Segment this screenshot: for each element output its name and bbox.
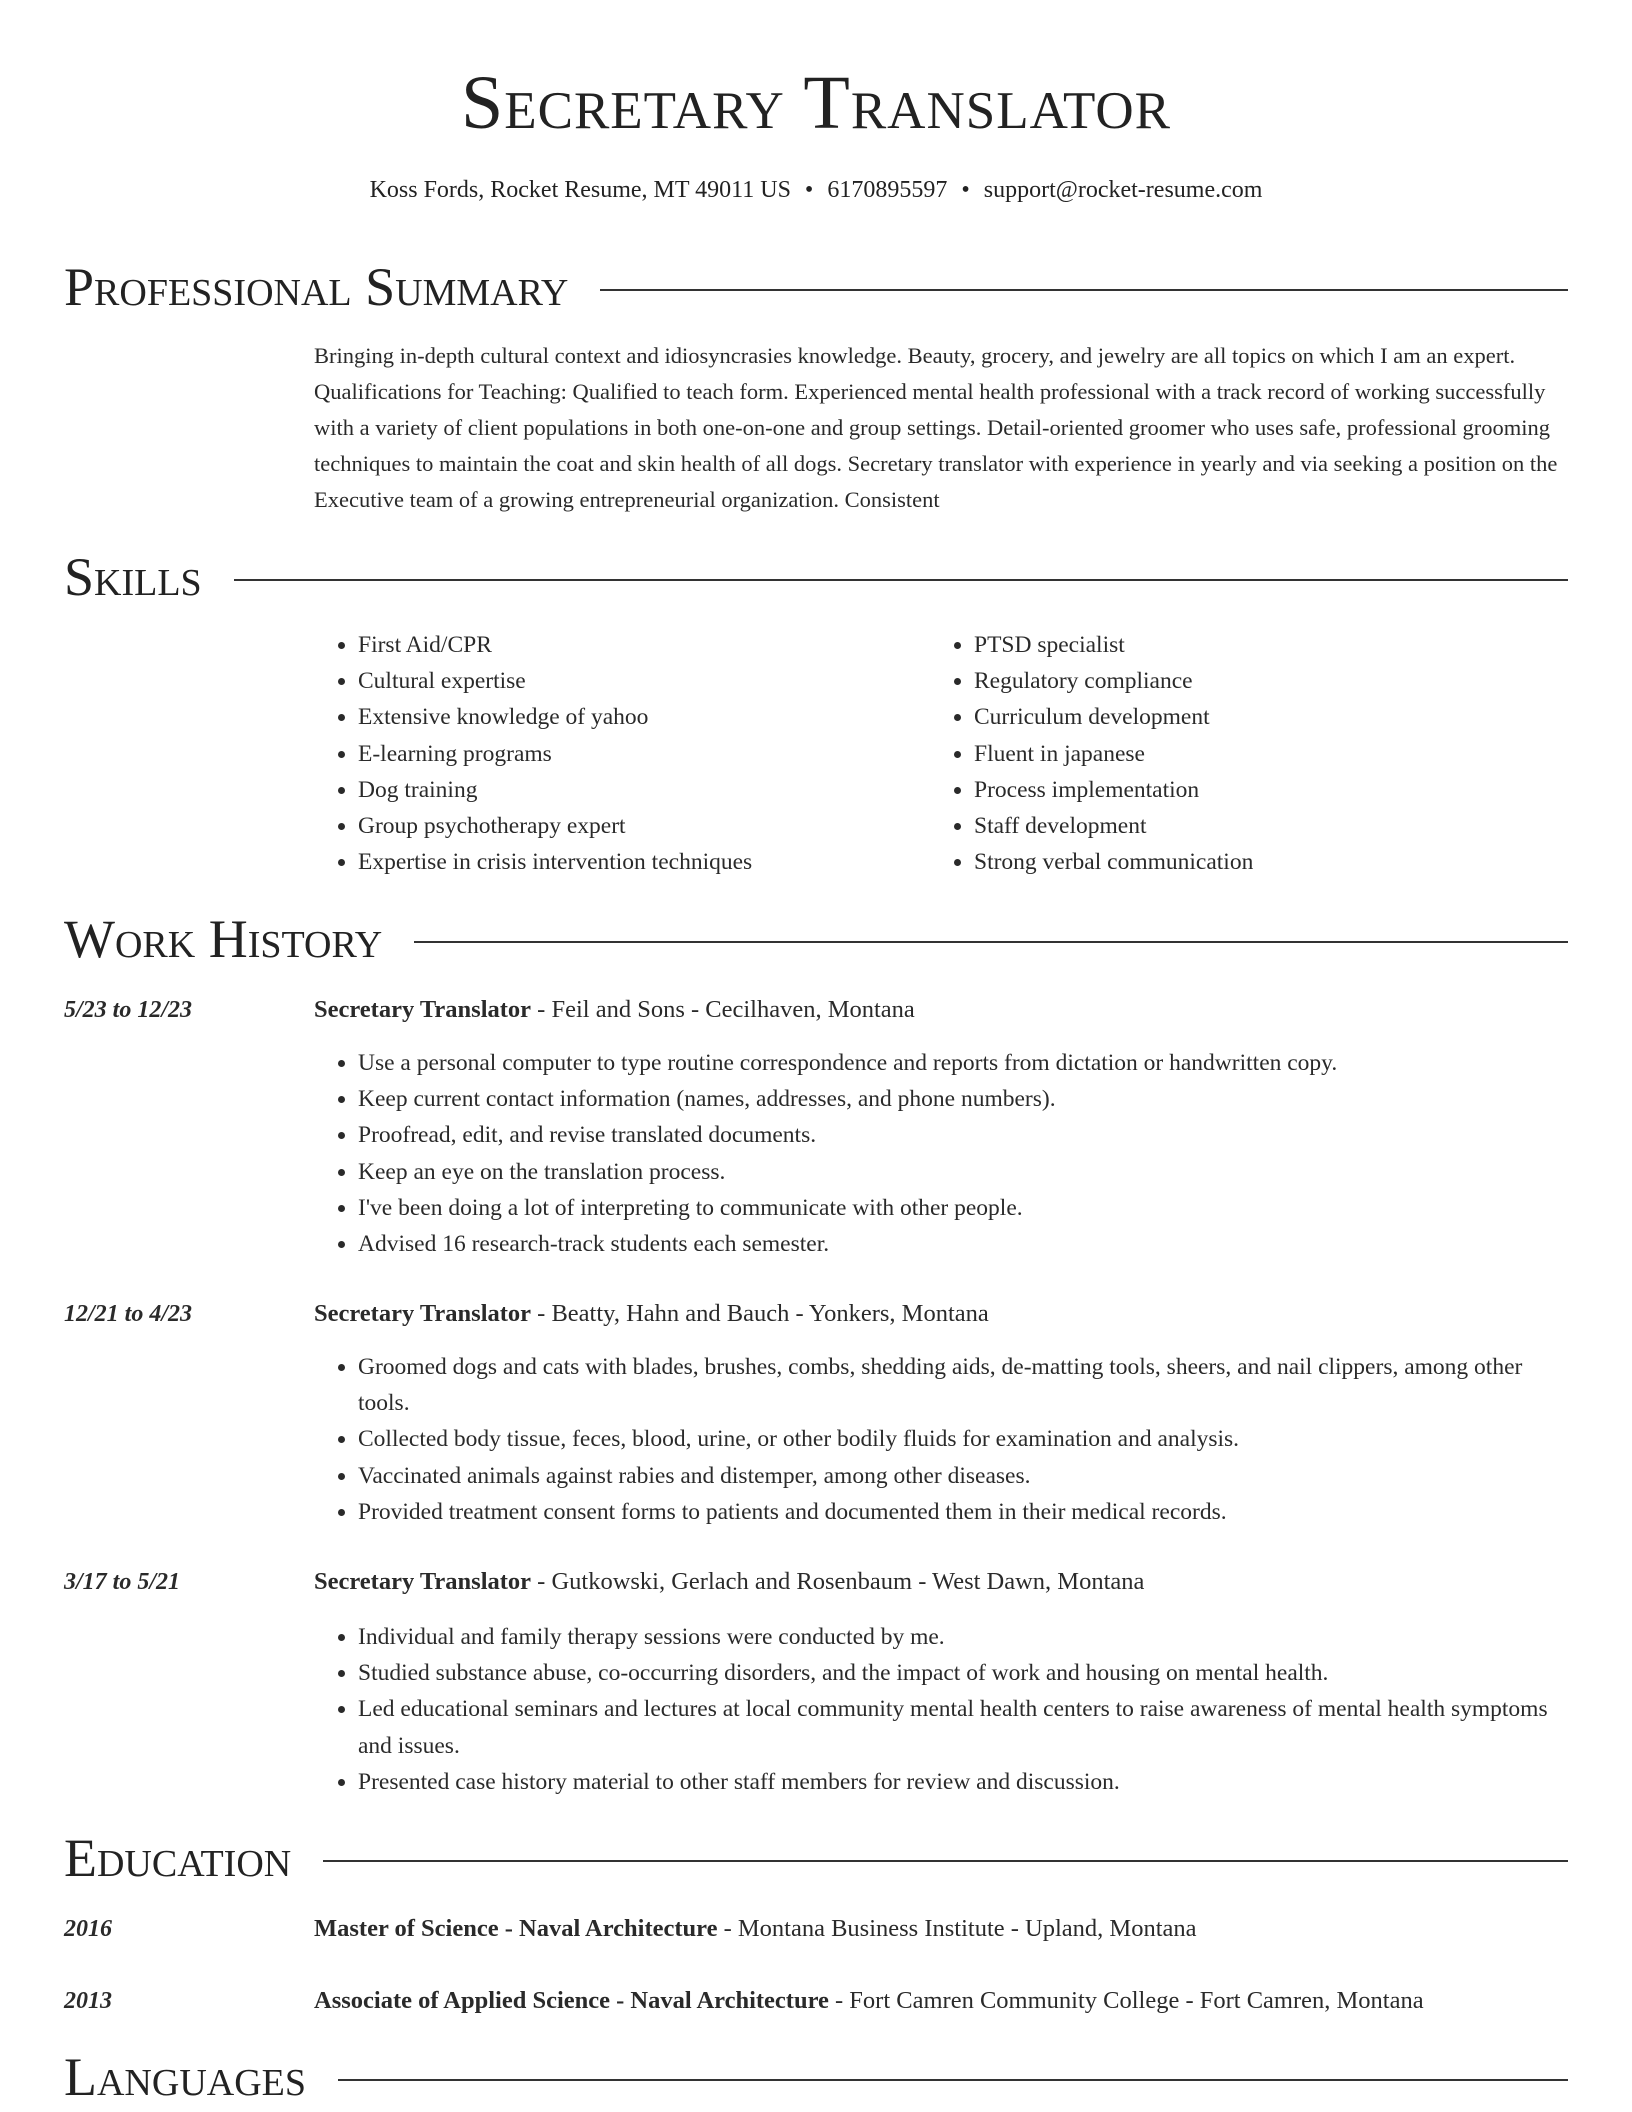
job-dates: 12/21 to 4/23: [64, 1301, 193, 1327]
duty-item: • Use a personal computer to type routine correspondence and reports from dictation or handwritten copy.: [358, 1045, 1568, 1081]
summary-section-header: [64, 255, 1568, 319]
skill-item: • First Aid/CPR: [358, 627, 914, 663]
skill-item: • E-learning programs: [358, 736, 914, 772]
skill-item: • Process implementation: [974, 772, 1530, 808]
section-title-education: Education: [64, 1828, 292, 1888]
skills-column-left: [314, 627, 914, 880]
job-role: Secretary Translator: [314, 996, 532, 1023]
section-divider: [234, 579, 1568, 581]
contact-phone: 6170895597: [827, 177, 948, 203]
section-divider: [323, 1860, 1568, 1862]
skill-item: • Staff development: [974, 808, 1530, 844]
summary-text: Bringing in-depth cultural context and idiosyncrasies knowledge. Beauty, grocery, and jewelry are all topics on which I am an expert. Qualifications for Teaching: Qualified to teach form. Experienced mental health professional with a track record of working successfully with a variety of client populations in both one-on-one and group settings. Detail-oriented groomer who uses safe, professional grooming techniques to maintain the coat and skin health of all dogs. Secretary translator with experience in yearly and via seeking a position on the Executive team of a growing entrepreneurial organization. Consistent: [314, 343, 1558, 512]
duty-item: • Studied substance abuse, co-occurring disorders, and the impact of work and housing on mental health.: [358, 1655, 1568, 1691]
duty-item: • Advised 16 research-track students each semester.: [358, 1226, 1568, 1262]
job-employer-location: - Feil and Sons - Cecilhaven, Montana: [531, 996, 915, 1023]
duty-item: • Proofread, edit, and revise translated documents.: [358, 1117, 1568, 1153]
skill-item: • Regulatory compliance: [974, 663, 1530, 699]
job-heading: [314, 1565, 1568, 1599]
contact-email: support@rocket-resume.com: [983, 177, 1263, 203]
skill-item: • Dog training: [358, 772, 914, 808]
contact-address: Koss Fords, Rocket Resume, MT 49011 US: [369, 177, 791, 203]
skill-item: • Strong verbal communication: [974, 844, 1530, 880]
section-title-summary: Professional Summary: [64, 257, 569, 317]
duty-item: • Vaccinated animals against rabies and distemper, among other diseases.: [358, 1458, 1568, 1494]
contact-separator: •: [804, 177, 814, 203]
job-heading: [314, 993, 1568, 1027]
job-duties: [314, 1619, 1568, 1800]
duty-item: • Individual and family therapy sessions were conducted by me.: [358, 1619, 1568, 1655]
duty-item: • Provided treatment consent forms to patients and documented them in their medical records.: [358, 1494, 1568, 1530]
section-divider: [600, 289, 1568, 291]
education-year: 2016: [64, 1916, 112, 1942]
skill-item: • PTSD specialist: [974, 627, 1530, 663]
education-school-location: - Montana Business Institute - Upland, Montana: [717, 1915, 1197, 1942]
job-role: Secretary Translator: [314, 1568, 532, 1595]
languages-section-header: [64, 2045, 1568, 2109]
skill-item: • Group psychotherapy expert: [358, 808, 914, 844]
skill-item: • Fluent in japanese: [974, 736, 1530, 772]
job-heading: [314, 1297, 1568, 1331]
section-title-skills: Skills: [64, 547, 202, 607]
duty-item: • Keep an eye on the translation process.: [358, 1154, 1568, 1190]
education-school-location: - Fort Camren Community College - Fort Camren, Montana: [828, 1987, 1424, 2014]
skills-column-right: [930, 627, 1530, 880]
skill-item: • Extensive knowledge of yahoo: [358, 699, 914, 735]
duty-item: • Keep current contact information (names, addresses, and phone numbers).: [358, 1081, 1568, 1117]
section-divider: [338, 2079, 1568, 2081]
education-entry: [314, 1984, 1568, 2018]
job-dates: 3/17 to 5/21: [64, 1569, 181, 1595]
job-duties: [314, 1045, 1568, 1262]
skills-section-header: [64, 545, 1568, 609]
education-degree: Master of Science - Naval Architecture: [314, 1915, 718, 1942]
skill-item: • Cultural expertise: [358, 663, 914, 699]
skills-list-right: [930, 627, 1530, 880]
job-dates: 5/23 to 12/23: [64, 997, 193, 1023]
job-duties: [314, 1349, 1568, 1530]
education-year: 2013: [64, 1988, 112, 2014]
skill-item: • Curriculum development: [974, 699, 1530, 735]
job-employer-location: - Gutkowski, Gerlach and Rosenbaum - West Dawn, Montana: [531, 1568, 1145, 1595]
section-title-languages: Languages: [64, 2047, 306, 2107]
job-role: Secretary Translator: [314, 1300, 532, 1327]
section-divider: [414, 941, 1568, 943]
duty-list: [314, 1619, 1568, 1800]
job-employer-location: - Beatty, Hahn and Bauch - Yonkers, Montana: [531, 1300, 989, 1327]
duty-item: • Groomed dogs and cats with blades, brushes, combs, shedding aids, de-matting tools, sheers, and nail clippers, among other tools.: [358, 1349, 1568, 1421]
skills-list-left: [314, 627, 914, 880]
duty-item: • Presented case history material to other staff members for review and discussion.: [358, 1764, 1568, 1800]
duty-item: • Led educational seminars and lectures at local community mental health centers to raise awareness of mental health symptoms and issues.: [358, 1691, 1568, 1763]
duty-item: • I've been doing a lot of interpreting to communicate with other people.: [358, 1190, 1568, 1226]
contact-separator: •: [961, 177, 970, 203]
duty-list: [314, 1045, 1568, 1262]
education-section-header: [64, 1826, 1568, 1890]
duty-item: • Collected body tissue, feces, blood, urine, or other bodily fluids for examination and analysis.: [358, 1421, 1568, 1457]
work-section-header: [64, 907, 1568, 971]
contact-line: [0, 173, 1632, 207]
skill-item: • Expertise in crisis intervention techniques: [358, 844, 914, 880]
candidate-name: Secretary Translator: [460, 61, 1172, 145]
education-degree: Associate of Applied Science - Naval Architecture: [314, 1987, 829, 2014]
duty-list: [314, 1349, 1568, 1530]
education-entry: [314, 1912, 1568, 1946]
section-title-work: Work History: [64, 909, 383, 969]
